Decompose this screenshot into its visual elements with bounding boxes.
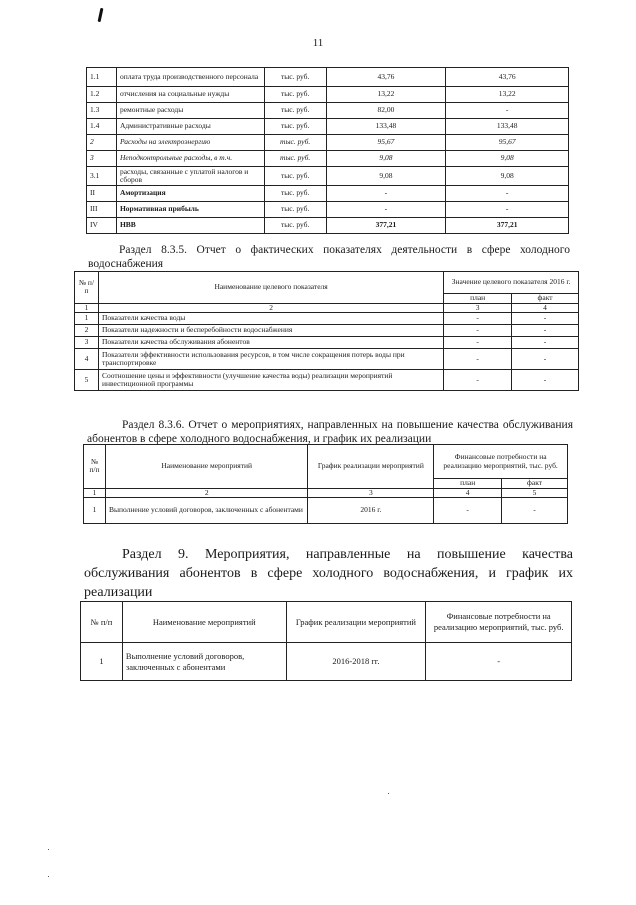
page-number: 11 — [312, 37, 324, 49]
col-number: 2 — [105, 488, 308, 498]
row-value-plan: 95,67 — [326, 135, 446, 151]
row-name: оплата труда производственного персонала — [116, 68, 264, 87]
header-fact: факт — [502, 479, 568, 489]
row-num: 5 — [75, 370, 99, 391]
header-plan: план — [434, 479, 502, 489]
row-value-plan: 82,00 — [326, 103, 446, 119]
row-value-fact: 43,76 — [446, 68, 569, 87]
col-number: 3 — [308, 488, 434, 498]
header-num: № п/п — [75, 272, 99, 304]
header-fact: факт — [512, 294, 579, 304]
header-num: № п/п — [84, 445, 106, 489]
table-row — [87, 68, 569, 87]
row-name: Соотношение цены и эффективности (улучшение качества воды) реализации мероприятий инвестиционной программы — [98, 370, 443, 391]
row-plan: - — [444, 313, 512, 325]
row-num: 3.1 — [87, 167, 117, 186]
row-num: 1.3 — [87, 103, 117, 119]
row-unit: тыс. руб. — [264, 119, 326, 135]
row-name: Выполнение условий договоров, заключенных с абонентами — [105, 498, 308, 524]
row-num: II — [87, 186, 117, 202]
table-row — [75, 370, 579, 391]
row-name: ремонтные расходы — [116, 103, 264, 119]
row-finance: - — [426, 643, 572, 681]
row-num: 3 — [75, 337, 99, 349]
section-836-heading: Раздел 8.3.6. Отчет о мероприятиях, направленных на повышение качества обслуживания абонентов в сфере холодного водоснабжения, и график их реализации — [87, 419, 573, 445]
row-name: НВВ — [116, 218, 264, 234]
col-number: 3 — [444, 303, 512, 313]
row-value-plan: - — [326, 202, 446, 218]
row-name: Расходы на электроэнергию — [116, 135, 264, 151]
row-num: IV — [87, 218, 117, 234]
row-name: Показатели эффективности использования ресурсов, в том числе сокращения потерь воды при транспортировке — [98, 349, 443, 370]
row-unit: тыс. руб. — [264, 218, 326, 234]
row-num: 1.1 — [87, 68, 117, 87]
header-plan: план — [444, 294, 512, 304]
row-value-fact: 377,21 — [446, 218, 569, 234]
indicators-table — [74, 271, 579, 391]
row-schedule: 2016 г. — [308, 498, 434, 524]
row-value-fact: - — [446, 202, 569, 218]
row-name: Выполнение условий договоров, заключенных с абонентами — [122, 643, 286, 681]
row-num: 1.4 — [87, 119, 117, 135]
row-num: 1.2 — [87, 87, 117, 103]
row-value-plan: 377,21 — [326, 218, 446, 234]
row-num: 2 — [75, 325, 99, 337]
table-row — [75, 349, 579, 370]
table-row — [81, 643, 572, 681]
table-row — [75, 337, 579, 349]
table-row — [75, 325, 579, 337]
header-name: Наименование целевого показателя — [98, 272, 443, 304]
row-unit: тыс. руб. — [264, 186, 326, 202]
header-value: Значение целевого показателя 2016 г. — [444, 272, 579, 294]
row-value-plan: 13,22 — [326, 87, 446, 103]
cost-table — [86, 67, 569, 234]
table-row — [87, 186, 569, 202]
table-row — [87, 87, 569, 103]
row-name: расходы, связанные с уплатой налогов и сборов — [116, 167, 264, 186]
row-plan: - — [444, 337, 512, 349]
row-unit: тыс. руб. — [264, 151, 326, 167]
row-fact: - — [512, 349, 579, 370]
row-value-fact: - — [446, 103, 569, 119]
row-num: 1 — [81, 643, 123, 681]
measures-table — [83, 444, 568, 524]
scan-speck — [48, 849, 49, 850]
row-unit: тыс. руб. — [264, 167, 326, 186]
table-row — [87, 151, 569, 167]
row-value-plan: 43,76 — [326, 68, 446, 87]
row-plan: - — [444, 349, 512, 370]
header-name: Наименование мероприятий — [105, 445, 308, 489]
scan-speck — [48, 876, 49, 877]
row-value-plan: 133,48 — [326, 119, 446, 135]
row-unit: тыс. руб. — [264, 202, 326, 218]
row-num: 2 — [87, 135, 117, 151]
header-finance: Финансовые потребности на реализацию мероприятий, тыс. руб. — [426, 602, 572, 643]
row-plan: - — [434, 498, 502, 524]
row-schedule: 2016-2018 гг. — [286, 643, 426, 681]
row-value-fact: 95,67 — [446, 135, 569, 151]
header-num: № п/п — [81, 602, 123, 643]
col-number: 4 — [512, 303, 579, 313]
row-plan: - — [444, 370, 512, 391]
row-name: Показатели надежности и бесперебойности водоснабжения — [98, 325, 443, 337]
row-unit: тыс. руб. — [264, 68, 326, 87]
row-unit: тыс. руб. — [264, 103, 326, 119]
row-name: Неподконтрольные расходы, в т.ч. — [116, 151, 264, 167]
table-row — [87, 135, 569, 151]
table-row — [87, 103, 569, 119]
table-row — [75, 313, 579, 325]
col-number: 1 — [84, 488, 106, 498]
row-unit: тыс. руб. — [264, 135, 326, 151]
row-num: III — [87, 202, 117, 218]
row-value-fact: 9,08 — [446, 167, 569, 186]
col-number: 5 — [502, 488, 568, 498]
row-fact: - — [512, 370, 579, 391]
row-unit: тыс. руб. — [264, 87, 326, 103]
row-value-plan: 9,08 — [326, 151, 446, 167]
row-name: Амортизация — [116, 186, 264, 202]
row-fact: - — [512, 337, 579, 349]
row-value-plan: - — [326, 186, 446, 202]
row-name: Нормативная прибыль — [116, 202, 264, 218]
table-row — [87, 119, 569, 135]
row-value-plan: 9,08 — [326, 167, 446, 186]
row-value-fact: 133,48 — [446, 119, 569, 135]
section-9-heading: Раздел 9. Мероприятия, направленные на повышение качества обслуживания абонентов в сфере холодного водоснабжения, и график их реализации — [84, 547, 573, 600]
row-value-fact: - — [446, 186, 569, 202]
section-9-table — [80, 601, 572, 681]
col-number: 2 — [98, 303, 443, 313]
header-schedule: График реализации мероприятий — [308, 445, 434, 489]
row-fact: - — [512, 325, 579, 337]
row-name: Административные расходы — [116, 119, 264, 135]
row-fact: - — [512, 313, 579, 325]
row-name: Показатели качества воды — [98, 313, 443, 325]
header-schedule: График реализации мероприятий — [286, 602, 426, 643]
header-name: Наименование мероприятий — [122, 602, 286, 643]
row-num: 1 — [84, 498, 106, 524]
row-plan: - — [444, 325, 512, 337]
scan-speck — [388, 793, 389, 794]
header-finance: Финансовые потребности на реализацию мероприятий, тыс. руб. — [434, 445, 568, 479]
row-num: 3 — [87, 151, 117, 167]
row-value-fact: 9,08 — [446, 151, 569, 167]
row-num: 4 — [75, 349, 99, 370]
col-number: 1 — [75, 303, 99, 313]
row-name: Показатели качества обслуживания абонентов — [98, 337, 443, 349]
table-row — [87, 167, 569, 186]
section-835-heading: Раздел 8.3.5. Отчет о фактических показателях деятельности в сфере холодного водоснабжения — [88, 244, 570, 270]
table-row — [87, 202, 569, 218]
pen-mark — [98, 8, 104, 22]
row-name: отчисления на социальные нужды — [116, 87, 264, 103]
table-row — [87, 218, 569, 234]
row-fact: - — [502, 498, 568, 524]
row-num: 1 — [75, 313, 99, 325]
row-value-fact: 13,22 — [446, 87, 569, 103]
table-row — [84, 498, 568, 524]
col-number: 4 — [434, 488, 502, 498]
